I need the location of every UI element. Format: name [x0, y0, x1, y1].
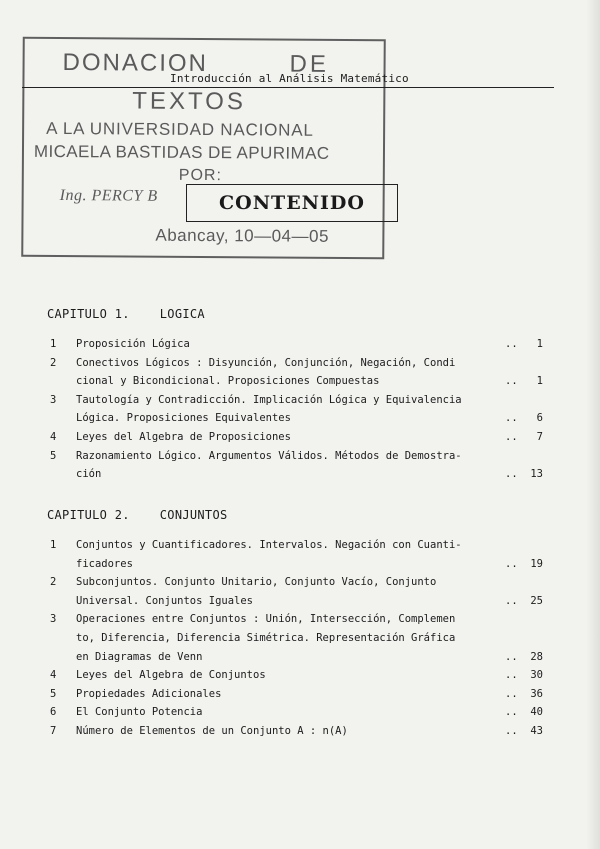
stamp-line: DE: [289, 50, 330, 78]
entry-number: 2: [50, 356, 57, 369]
entry-text: Proposición Lógica: [76, 338, 190, 350]
toc-entry-line: [0, 412, 600, 430]
entry-leader: ..: [505, 594, 518, 607]
entry-text: Tautología y Contradicción. Implicación Lógica y Equivalencia: [76, 393, 462, 406]
entry-number: 1: [50, 539, 57, 551]
stamp-line: A LA UNIVERSIDAD NACIONAL: [46, 118, 314, 140]
toc-entry-line: [0, 613, 600, 631]
entry-text: El Conjunto Potencia: [76, 706, 203, 719]
entry-text: ción: [76, 468, 102, 481]
entry-page-number: 25: [530, 594, 543, 607]
toc-entry-line: [0, 725, 600, 743]
entry-leader: ..: [505, 468, 518, 481]
entry-number: 1: [50, 338, 57, 350]
entry-text: Razonamiento Lógico. Argumentos Válidos. Métodos de Demostra-: [76, 449, 462, 462]
toc-entry-line: [0, 576, 600, 594]
chapter-heading: [47, 508, 228, 522]
entry-number: 3: [50, 393, 57, 406]
entry-leader: ..: [505, 375, 518, 388]
entry-text: Número de Elementos de un Conjunto A : n(A): [76, 725, 348, 737]
contents-title: CONTENIDO: [186, 184, 398, 222]
entry-text: Leyes del Algebra de Proposiciones: [76, 431, 291, 443]
stamp-line: DONACION: [62, 49, 209, 78]
stamp-line: MICAELA BASTIDAS DE APURIMAC: [33, 141, 330, 163]
entry-page-number: 1: [536, 338, 543, 350]
chapter-name: CONJUNTOS: [159, 508, 228, 522]
entry-page-number: 6: [536, 412, 543, 425]
stamp-line: Ing. PERCY B: [59, 186, 158, 205]
entry-number: 4: [50, 669, 57, 682]
toc-entry-line: [0, 632, 600, 650]
entry-number: 2: [50, 576, 57, 589]
chapter-label: CAPITULO 1.: [47, 307, 130, 321]
entry-page-number: 1: [536, 375, 543, 388]
entry-leader: ..: [505, 706, 518, 719]
toc-entry-line: [0, 669, 600, 687]
entry-text: Lógica. Proposiciones Equivalentes: [76, 412, 291, 425]
toc-entry-line: [0, 651, 600, 669]
entry-leader: ..: [505, 338, 518, 350]
entry-text: Universal. Conjuntos Iguales: [76, 594, 254, 607]
toc-entry-line: [0, 558, 600, 576]
stamp-line: POR:: [178, 166, 222, 185]
entry-leader: ..: [505, 557, 518, 570]
entry-number: 4: [50, 431, 57, 443]
entry-text: cional y Bicondicional. Proposiciones Compuestas: [76, 375, 380, 388]
entry-text: Operaciones entre Conjuntos : Unión, Intersección, Complemen: [76, 613, 456, 626]
entry-text: Leyes del Algebra de Conjuntos: [76, 669, 266, 682]
donation-stamp: [21, 37, 386, 260]
entry-text: Conectivos Lógicos : Disyunción, Conjunción, Negación, Condi: [76, 356, 456, 369]
stamp-line: TEXTOS: [132, 87, 246, 116]
entry-text: to, Diferencia, Diferencia Simétrica. Representación Gráfica: [76, 632, 456, 644]
entry-leader: ..: [505, 687, 518, 700]
toc-entry-line: [0, 357, 600, 375]
entry-page-number: 7: [536, 431, 543, 443]
entry-leader: ..: [505, 725, 518, 737]
chapter-heading: [47, 307, 205, 321]
toc-entry-line: [0, 595, 600, 613]
entry-text: Propiedades Adicionales: [76, 687, 222, 700]
entry-text: en Diagramas de Venn: [76, 650, 203, 663]
stamp-line: Abancay, 10—04—05: [155, 225, 330, 246]
chapter-label: CAPITULO 2.: [47, 508, 130, 522]
toc-entry-line: [0, 338, 600, 356]
entry-number: 6: [50, 706, 57, 719]
entry-number: 7: [50, 725, 57, 737]
entry-text: ficadores: [76, 557, 133, 570]
chapter-name: LOGICA: [159, 307, 205, 321]
entry-text: Subconjuntos. Conjunto Unitario, Conjunto Vacío, Conjunto: [76, 576, 437, 589]
entry-number: 3: [50, 613, 57, 626]
toc-entry-line: [0, 468, 600, 486]
toc-entry-line: [0, 394, 600, 412]
entry-leader: ..: [505, 412, 518, 425]
header-rule: [22, 87, 554, 88]
entry-page-number: 36: [530, 687, 543, 700]
toc-entry-line: [0, 450, 600, 468]
entry-number: 5: [50, 687, 57, 700]
entry-text: Conjuntos y Cuantificadores. Intervalos. Negación con Cuanti-: [76, 539, 462, 551]
entry-leader: ..: [505, 431, 518, 443]
toc-entry-line: [0, 539, 600, 557]
entry-page-number: 28: [530, 650, 543, 663]
entry-number: 5: [50, 449, 57, 462]
toc-entry-line: [0, 688, 600, 706]
entry-leader: ..: [505, 650, 518, 663]
entry-page-number: 30: [530, 669, 543, 682]
toc-entry-line: [0, 375, 600, 393]
entry-page-number: 43: [530, 725, 543, 737]
toc-entry-line: [0, 431, 600, 449]
entry-leader: ..: [505, 669, 518, 682]
entry-page-number: 19: [530, 557, 543, 570]
toc-entry-line: [0, 706, 600, 724]
running-header: Introducción al Análisis Matemático: [170, 72, 409, 85]
entry-page-number: 13: [530, 468, 543, 481]
entry-page-number: 40: [530, 706, 543, 719]
